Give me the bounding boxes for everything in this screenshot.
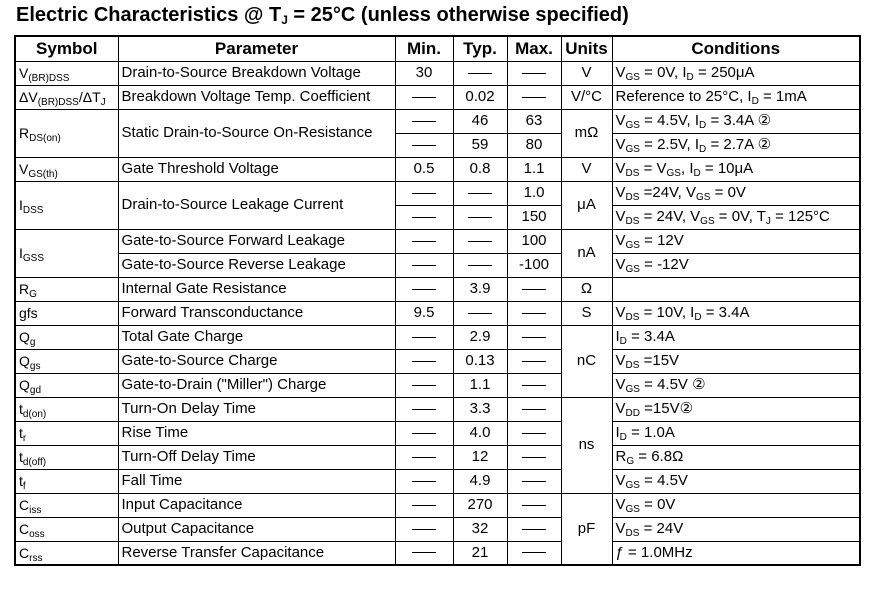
typ-cell: 4.9 [453, 469, 507, 493]
max-cell [507, 61, 561, 85]
units-cell: V [561, 157, 612, 181]
symbol-cell: $C_{oss}$ [15, 517, 118, 541]
dash-mark [522, 97, 546, 98]
min-cell [395, 445, 453, 469]
conditions-cell: $V_{GS} = 2.5V$, $I_D = 2.7A$ ② [612, 133, 860, 157]
conditions-cell: Reference to 25°C, $I_D = 1mA$ [612, 85, 860, 109]
min-cell [395, 421, 453, 445]
parameter-cell: Forward Transconductance [118, 301, 395, 325]
parameter-cell: Gate Threshold Voltage [118, 157, 395, 181]
dash-mark [522, 552, 546, 553]
table-row [15, 301, 860, 325]
max-cell [507, 397, 561, 421]
symbol-cell: $Q_g$ [15, 325, 118, 349]
conditions-cell: ƒ = 1.0MHz [612, 541, 860, 565]
max-cell: 1.0 [507, 181, 561, 205]
dash-mark [522, 529, 546, 530]
header-units: Units [561, 36, 612, 61]
dash-mark [412, 457, 436, 458]
conditions-cell: $V_{GS} = 4.5V$ ② [612, 373, 860, 397]
typ-cell: 0.8 [453, 157, 507, 181]
units-cell: pF [561, 493, 612, 565]
units-cell: nA [561, 229, 612, 277]
header-max: Max. [507, 36, 561, 61]
min-cell [395, 85, 453, 109]
parameter-cell: Gate-to-Source Forward Leakage [118, 229, 395, 253]
symbol-cell: $I_{GSS}$ [15, 229, 118, 277]
header-row [15, 36, 860, 61]
max-cell [507, 421, 561, 445]
dash-mark [468, 313, 492, 314]
parameter-cell: Turn-Off Delay Time [118, 445, 395, 469]
dash-mark [412, 265, 436, 266]
typ-cell [453, 61, 507, 85]
conditions-cell: $V_{GS} = 4.5V$ [612, 469, 860, 493]
table-row [15, 229, 860, 253]
header-typ: Typ. [453, 36, 507, 61]
dash-mark [522, 361, 546, 362]
dash-mark [522, 481, 546, 482]
symbol-cell: $R_{DS(on)}$ [15, 109, 118, 157]
table-row [15, 445, 860, 469]
table-row [15, 277, 860, 301]
table-row [15, 397, 860, 421]
max-cell: -100 [507, 253, 561, 277]
dash-mark [522, 505, 546, 506]
symbol-cell: $R_G$ [15, 277, 118, 301]
dash-mark [468, 265, 492, 266]
max-cell [507, 493, 561, 517]
dash-mark [412, 361, 436, 362]
min-cell [395, 133, 453, 157]
max-cell [507, 373, 561, 397]
typ-cell: 46 [453, 109, 507, 133]
units-cell: mΩ [561, 109, 612, 157]
dash-mark [468, 241, 492, 242]
typ-cell [453, 301, 507, 325]
min-cell [395, 109, 453, 133]
max-cell: 63 [507, 109, 561, 133]
table-row [15, 157, 860, 181]
header-min: Min. [395, 36, 453, 61]
typ-cell: 21 [453, 541, 507, 565]
dash-mark [412, 145, 436, 146]
min-cell [395, 493, 453, 517]
conditions-cell: $V_{GS} = 0V$ [612, 493, 860, 517]
table-row [15, 541, 860, 565]
dash-mark [468, 73, 492, 74]
typ-cell: 3.9 [453, 277, 507, 301]
dash-mark [412, 193, 436, 194]
units-cell: nC [561, 325, 612, 397]
parameter-cell: Gate-to-Drain ("Miller") Charge [118, 373, 395, 397]
dash-mark [522, 433, 546, 434]
dash-mark [412, 385, 436, 386]
parameter-cell: Internal Gate Resistance [118, 277, 395, 301]
table-row [15, 109, 860, 133]
dash-mark [412, 433, 436, 434]
parameter-cell: Gate-to-Source Charge [118, 349, 395, 373]
dash-mark [522, 457, 546, 458]
parameter-cell: Total Gate Charge [118, 325, 395, 349]
max-cell: 1.1 [507, 157, 561, 181]
table-row [15, 421, 860, 445]
conditions-cell: $I_D = 1.0A$ [612, 421, 860, 445]
max-cell [507, 517, 561, 541]
parameter-cell: Reverse Transfer Capacitance [118, 541, 395, 565]
max-cell [507, 325, 561, 349]
min-cell [395, 181, 453, 205]
table-row [15, 373, 860, 397]
units-cell: V [561, 61, 612, 85]
min-cell [395, 205, 453, 229]
typ-cell: 32 [453, 517, 507, 541]
table-row [15, 325, 860, 349]
symbol-cell: $C_{iss}$ [15, 493, 118, 517]
conditions-cell: $V_{DS} =15V$ [612, 349, 860, 373]
table-row [15, 85, 860, 109]
max-cell: 150 [507, 205, 561, 229]
parameter-cell: Static Drain-to-Source On-Resistance [118, 109, 395, 157]
dash-mark [412, 529, 436, 530]
typ-cell: 270 [453, 493, 507, 517]
min-cell [395, 277, 453, 301]
max-cell [507, 349, 561, 373]
header-conditions: Conditions [612, 36, 860, 61]
symbol-cell: $t_{d(on)}$ [15, 397, 118, 421]
typ-cell: 2.9 [453, 325, 507, 349]
min-cell [395, 517, 453, 541]
min-cell [395, 253, 453, 277]
table-row [15, 493, 860, 517]
units-cell: μA [561, 181, 612, 229]
parameter-cell: Breakdown Voltage Temp. Coefficient [118, 85, 395, 109]
dash-mark [522, 337, 546, 338]
min-cell: 30 [395, 61, 453, 85]
symbol-cell: $t_f$ [15, 469, 118, 493]
dash-mark [412, 337, 436, 338]
symbol-cell: gfs [15, 301, 118, 325]
table-row [15, 181, 860, 205]
dash-mark [468, 193, 492, 194]
parameter-cell: Drain-to-Source Breakdown Voltage [118, 61, 395, 85]
max-cell [507, 277, 561, 301]
max-cell [507, 85, 561, 109]
dash-mark [522, 409, 546, 410]
min-cell: 9.5 [395, 301, 453, 325]
conditions-cell: $V_{DS} = 24V$ [612, 517, 860, 541]
min-cell [395, 325, 453, 349]
typ-cell [453, 253, 507, 277]
conditions-cell: $I_D = 3.4A$ [612, 325, 860, 349]
min-cell [395, 349, 453, 373]
page-title: Electric Characteristics @ $T_J = 25^\circ C$ (unless otherwise specified) [16, 4, 629, 27]
max-cell [507, 469, 561, 493]
min-cell [395, 229, 453, 253]
min-cell [395, 541, 453, 565]
units-cell: ns [561, 397, 612, 493]
dash-mark [412, 217, 436, 218]
header-parameter: Parameter [118, 36, 395, 61]
parameter-cell: Rise Time [118, 421, 395, 445]
typ-cell [453, 181, 507, 205]
parameter-cell: Fall Time [118, 469, 395, 493]
typ-cell: 59 [453, 133, 507, 157]
characteristics-table [14, 35, 861, 566]
symbol-cell: $V_{GS(th)}$ [15, 157, 118, 181]
conditions-cell: $V_{DS} = 24V$, $V_{GS} = 0V$, $T_J = 125^\circ C$ [612, 205, 860, 229]
conditions-cell: $V_{DD}$ =15V② [612, 397, 860, 421]
parameter-cell: Output Capacitance [118, 517, 395, 541]
units-cell: Ω [561, 277, 612, 301]
conditions-cell [612, 277, 860, 301]
min-cell [395, 397, 453, 421]
table-row [15, 517, 860, 541]
parameter-cell: Turn-On Delay Time [118, 397, 395, 421]
table-row [15, 349, 860, 373]
typ-cell [453, 205, 507, 229]
dash-mark [412, 505, 436, 506]
symbol-cell: $\Delta V_{(BR)DSS}/\Delta T_J$ [15, 85, 118, 109]
dash-mark [468, 217, 492, 218]
table-row [15, 469, 860, 493]
conditions-cell: $R_G = 6.8\Omega$ [612, 445, 860, 469]
dash-mark [522, 313, 546, 314]
min-cell [395, 373, 453, 397]
conditions-cell: $V_{DS} = V_{GS}$, $I_D = 10\mu A$ [612, 157, 860, 181]
conditions-cell: $V_{GS} = 0V$, $I_D = 250\mu A$ [612, 61, 860, 85]
typ-cell [453, 229, 507, 253]
max-cell [507, 541, 561, 565]
max-cell [507, 445, 561, 469]
units-cell: S [561, 301, 612, 325]
parameter-cell: Drain-to-Source Leakage Current [118, 181, 395, 229]
typ-cell: 12 [453, 445, 507, 469]
symbol-cell: $Q_{gs}$ [15, 349, 118, 373]
max-cell: 80 [507, 133, 561, 157]
max-cell: 100 [507, 229, 561, 253]
symbol-cell: $t_r$ [15, 421, 118, 445]
dash-mark [412, 241, 436, 242]
dash-mark [412, 121, 436, 122]
typ-cell: 0.02 [453, 85, 507, 109]
dash-mark [412, 289, 436, 290]
dash-mark [412, 552, 436, 553]
symbol-cell: $V_{(BR)DSS}$ [15, 61, 118, 85]
dash-mark [412, 97, 436, 98]
symbol-cell: $I_{DSS}$ [15, 181, 118, 229]
units-cell: V/°C [561, 85, 612, 109]
min-cell [395, 469, 453, 493]
conditions-cell: $V_{DS} = 10V$, $I_D = 3.4A$ [612, 301, 860, 325]
dash-mark [522, 385, 546, 386]
dash-mark [412, 409, 436, 410]
dash-mark [522, 73, 546, 74]
typ-cell: 1.1 [453, 373, 507, 397]
parameter-cell: Gate-to-Source Reverse Leakage [118, 253, 395, 277]
header-symbol: Symbol [15, 36, 118, 61]
dash-mark [522, 289, 546, 290]
table-row [15, 253, 860, 277]
conditions-cell: $V_{GS} = 12V$ [612, 229, 860, 253]
parameter-cell: Input Capacitance [118, 493, 395, 517]
typ-cell: 0.13 [453, 349, 507, 373]
dash-mark [412, 481, 436, 482]
symbol-cell: $C_{rss}$ [15, 541, 118, 565]
table-row [15, 61, 860, 85]
typ-cell: 4.0 [453, 421, 507, 445]
conditions-cell: $V_{GS} = -12V$ [612, 253, 860, 277]
conditions-cell: $V_{DS} =24V$, $V_{GS} = 0V$ [612, 181, 860, 205]
typ-cell: 3.3 [453, 397, 507, 421]
symbol-cell: $Q_{gd}$ [15, 373, 118, 397]
symbol-cell: $t_{d(off)}$ [15, 445, 118, 469]
conditions-cell: $V_{GS} = 4.5V$, $I_D = 3.4A$ ② [612, 109, 860, 133]
min-cell: 0.5 [395, 157, 453, 181]
max-cell [507, 301, 561, 325]
